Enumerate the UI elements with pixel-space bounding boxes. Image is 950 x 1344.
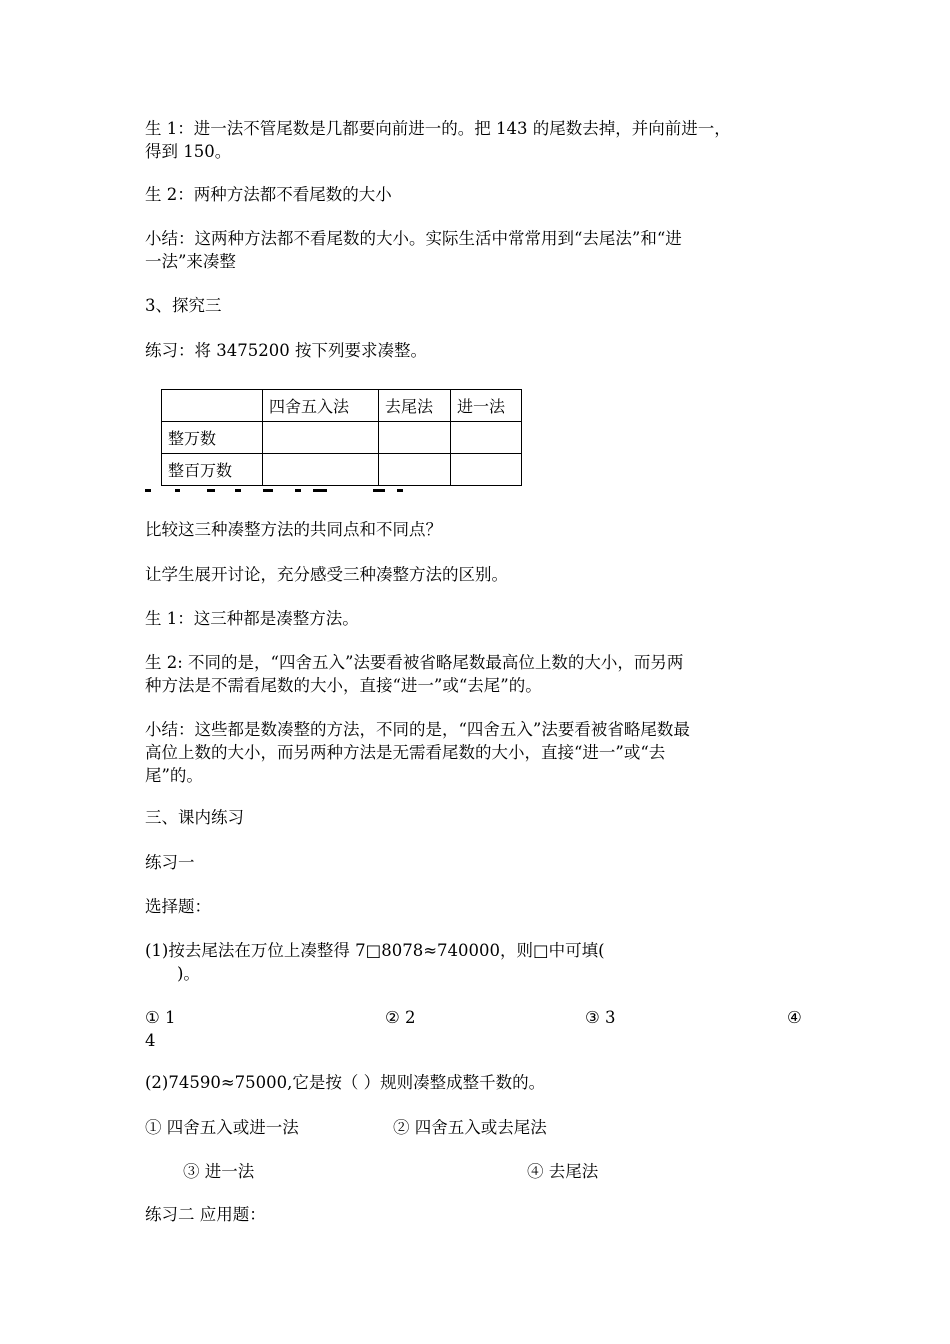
- table-row-label: 整万数: [162, 422, 263, 454]
- q1-option-4-marker: ④: [787, 1008, 802, 1027]
- paragraph: 尾”的。: [145, 766, 203, 785]
- table-header-cell: 去尾法: [379, 390, 451, 422]
- question-2: (2)74590≈75000,它是按（ ）规则凑整成整千数的。: [145, 1073, 546, 1092]
- table-row: [162, 454, 522, 486]
- table-cell: [451, 454, 522, 486]
- paragraph: 小结：这两种方法都不看尾数的大小。实际生活中常常用到“去尾法”和“进: [145, 229, 682, 248]
- subheading: 练习二 应用题：: [145, 1205, 266, 1224]
- table-header-cell: 进一法: [451, 390, 522, 422]
- q2-option-3: ③ 进一法: [183, 1162, 255, 1181]
- table-cell: [263, 454, 379, 486]
- paragraph: 生 2：两种方法都不看尾数的大小: [145, 185, 392, 204]
- section-heading: 三、课内练习: [145, 808, 244, 827]
- rounding-table: [161, 389, 522, 486]
- paragraph: 比较这三种凑整方法的共同点和不同点？: [145, 520, 442, 539]
- q1-option-3: ③ 3: [585, 1008, 616, 1027]
- paragraph: 小结：这些都是数凑整的方法，不同的是，“四舍五入”法要看被省略尾数最: [145, 720, 690, 739]
- paragraph: 得到 150。: [145, 142, 232, 161]
- q1-option-4-value: 4: [145, 1031, 156, 1050]
- table-cell: [162, 390, 263, 422]
- q2-option-2: ② 四舍五入或去尾法: [393, 1118, 547, 1137]
- paragraph: 让学生展开讨论，充分感受三种凑整方法的区别。: [145, 565, 508, 584]
- table-header-row: [162, 390, 522, 422]
- paragraph: 高位上数的大小，而另两种方法是无需看尾数的大小，直接“进一”或“去: [145, 743, 666, 762]
- subheading: 选择题：: [145, 897, 211, 916]
- section-heading: 3、探究三: [145, 296, 222, 315]
- table-header-cell: 四舍五入法: [263, 390, 379, 422]
- paragraph: 生 2: 不同的是，“四舍五入”法要看被省略尾数最高位上数的大小，而另两: [145, 653, 684, 672]
- table-cell: [451, 422, 522, 454]
- q2-option-1: ① 四舍五入或进一法: [145, 1118, 299, 1137]
- clipped-text-fragment: [145, 489, 475, 494]
- paragraph: 练习：将 3475200 按下列要求凑整。: [145, 341, 427, 360]
- q1-option-2: ② 2: [385, 1008, 416, 1027]
- question-1: (1)按去尾法在万位上凑整得 7□8078≈740000，则□中可填(: [145, 941, 605, 960]
- table-cell: [263, 422, 379, 454]
- table-row: [162, 422, 522, 454]
- subheading: 练习一: [145, 853, 195, 872]
- paragraph: 生 1：这三种都是凑整方法。: [145, 609, 359, 628]
- paragraph: 种方法是不需看尾数的大小，直接“进一”或“去尾”的。: [145, 676, 542, 695]
- question-1-continuation: )。: [177, 964, 200, 983]
- paragraph: 生 1：进一法不管尾数是几都要向前进一的。把 143 的尾数去掉，并向前进一，: [145, 119, 731, 138]
- table-row-label: 整百万数: [162, 454, 263, 486]
- table-cell: [379, 454, 451, 486]
- q2-option-4: ④ 去尾法: [527, 1162, 599, 1181]
- q1-option-1: ① 1: [145, 1008, 176, 1027]
- table-cell: [379, 422, 451, 454]
- paragraph: 一法”来凑整: [145, 252, 236, 271]
